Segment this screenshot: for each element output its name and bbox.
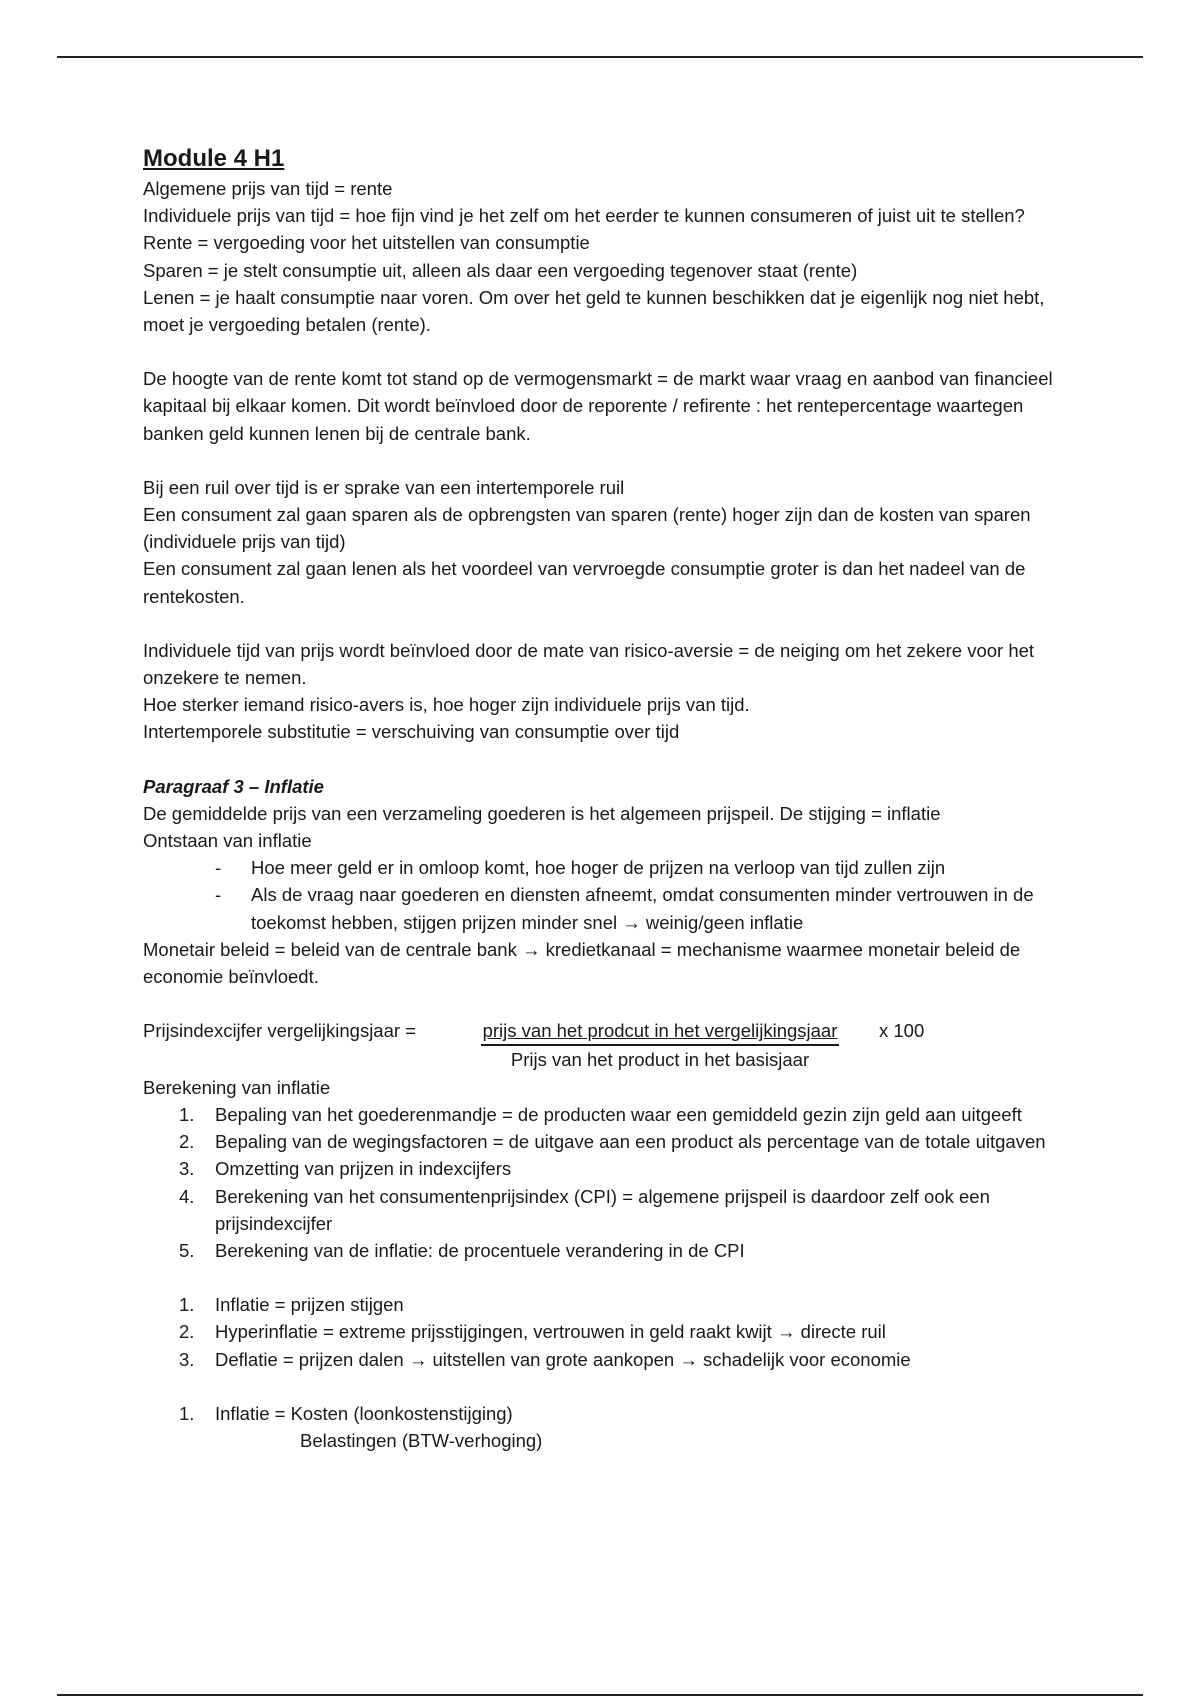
list-item	[143, 1237, 1063, 1264]
list-text: Inflatie = Kosten (loonkostenstijging)	[215, 1402, 513, 1424]
list-text: Hyperinflatie = extreme prijsstijgingen, vertrouwen in geld raakt kwijt → directe ruil	[215, 1321, 886, 1343]
list-item	[143, 1128, 1063, 1155]
list-text: Inflatie = prijzen stijgen	[215, 1294, 404, 1316]
list-item	[143, 1183, 1063, 1237]
formula-fraction	[465, 1017, 855, 1073]
text-line: Intertemporele substitutie = verschuiving van consumptie over tijd	[143, 721, 680, 743]
list-text: Bepaling van het goederenmandje = de producten waar een gemiddeld gezin zijn geld aan uitgeeft	[215, 1103, 1022, 1125]
formula-multiplier: x 100	[879, 1020, 925, 1042]
section-heading: Paragraaf 3 – Inflatie	[143, 775, 324, 797]
bullet-item	[143, 881, 1063, 935]
formula-numerator: prijs van het prodcut in het vergelijkingsjaar	[481, 1017, 840, 1046]
text-line: Een consument zal gaan sparen als de opbrengsten van sparen (rente) hoger zijn dan de kosten van sparen (individuele prijs van tijd)	[143, 504, 1031, 553]
text-line: Hoe sterker iemand risico-avers is, hoe hoger zijn individuele prijs van tijd.	[143, 694, 750, 716]
paragraph-rente: De hoogte van de rente komt tot stand op de vermogensmarkt = de markt waar vraag en aanbod van financieel kapitaal bij elkaar komen. Dit wordt beïnvloed door de reporente / refirente : het rentepercentage waartegen banken geld kunnen lenen bij de centrale bank.	[143, 368, 1053, 444]
text-line: Monetair beleid = beleid van de centrale bank → kredietkanaal = mechanisme waarmee monetair beleid de economie beïnvloedt.	[143, 938, 1021, 988]
text-line: De gemiddelde prijs van een verzameling goederen is het algemeen prijspeil. De stijging = inflatie	[143, 802, 941, 824]
text-line: Bij een ruil over tijd is er sprake van een intertemporele ruil	[143, 476, 625, 498]
list-item	[143, 1155, 1063, 1182]
bullet-text: Hoe meer geld er in omloop komt, hoe hoger de prijzen na verloop van tijd zullen zijn	[251, 857, 946, 879]
list-text: Bepaling van de wegingsfactoren = de uitgave aan een product als percentage van de totale uitgaven	[215, 1131, 1046, 1153]
list-text: Berekening van het consumentenprijsindex (CPI) = algemene prijspeil is daardoor zelf ook een prijsindexcijfer	[215, 1185, 990, 1234]
list-text: Omzetting van prijzen in indexcijfers	[215, 1158, 512, 1180]
list-item	[143, 1318, 1063, 1345]
list-number: 1.	[179, 1402, 195, 1424]
text-line: Algemene prijs van tijd = rente	[143, 178, 393, 199]
list-item	[143, 1400, 1063, 1427]
list-text: Deflatie = prijzen dalen → uitstellen van grote aankopen → schadelijk voor economie	[215, 1348, 911, 1370]
formula-lhs: Prijsindexcijfer vergelijkingsjaar =	[143, 1020, 416, 1042]
list-number: 1.	[179, 1103, 195, 1125]
text-line: Lenen = je haalt consumptie naar voren. Om over het geld te kunnen beschikken dat je eigenlijk nog niet hebt, moet je vergoeding betalen (rente).	[143, 286, 1045, 336]
list-item	[143, 1101, 1063, 1128]
text-line: Belastingen (BTW-verhoging)	[300, 1429, 543, 1451]
text-line: Ontstaan van inflatie	[143, 830, 312, 852]
list-number: 1.	[179, 1294, 195, 1316]
text-line: Rente = vergoeding voor het uitstellen van consumptie	[143, 232, 590, 254]
bullet-text: Als de vraag naar goederen en diensten afneemt, omdat consumenten minder vertrouwen in de toekomst hebben, stijgen prijzen minder snel → weinig/geen inflatie	[251, 884, 1034, 933]
text-line: Individuele tijd van prijs wordt beïnvloed door de mate van risico-aversie = de neiging om het zekere voor het onzekere te nemen.	[143, 639, 1035, 689]
list-number: 2.	[179, 1321, 195, 1343]
list-number: 4.	[179, 1185, 195, 1207]
price-index-formula	[143, 1017, 1063, 1073]
list-item	[143, 1291, 1063, 1318]
list-number: 3.	[179, 1348, 195, 1370]
list-number: 2.	[179, 1131, 195, 1153]
header-rule	[57, 56, 1143, 58]
list-item	[143, 1346, 1063, 1373]
text-line: Berekening van inflatie	[143, 1076, 331, 1098]
text-line: Sparen = je stelt consumptie uit, alleen als daar een vergoeding tegenover staat (rente)	[143, 259, 858, 281]
list-number: 5.	[179, 1239, 195, 1261]
text-line: Individuele prijs van tijd = hoe fijn vind je het zelf om het eerder te kunnen consumeren of juist uit te stellen?	[143, 205, 1025, 227]
bullet-item	[143, 854, 1063, 881]
footer-rule	[57, 1694, 1143, 1696]
list-text: Berekening van de inflatie: de procentuele verandering in de CPI	[215, 1239, 745, 1261]
page-title: Module 4 H1	[143, 145, 285, 172]
formula-denominator: Prijs van het product in het basisjaar	[510, 1049, 810, 1071]
bullet-dash: -	[215, 857, 222, 879]
text-line: Een consument zal gaan lenen als het voordeel van vervroegde consumptie groter is dan het nadeel van de rentekosten.	[143, 558, 1026, 607]
document-body	[143, 143, 1063, 1454]
bullet-dash: -	[215, 884, 222, 906]
list-number: 3.	[179, 1158, 195, 1180]
